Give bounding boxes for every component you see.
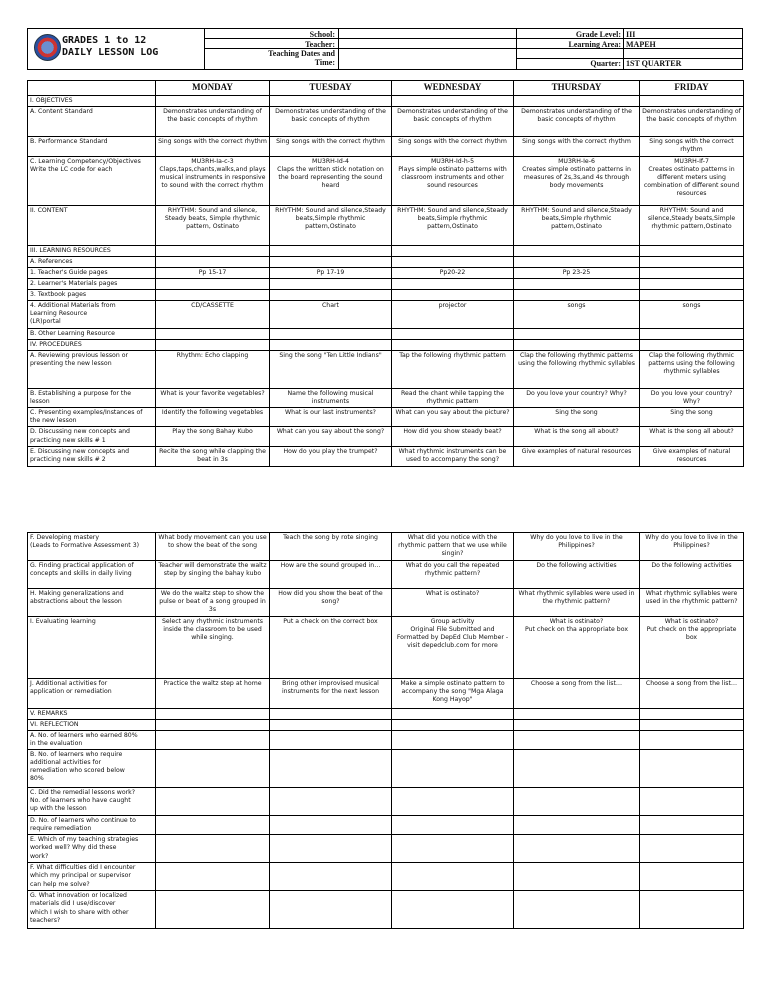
header-logo-cell [28,29,205,69]
day-cell: Put a check on the correct box [270,617,392,679]
day-cell: How did you show steady beat? [392,427,514,446]
day-cell [270,731,392,750]
row-label: II. CONTENT [28,205,156,245]
day-cell [514,731,640,750]
row-label: VI. REFLECTION [28,720,156,731]
day-cell [640,720,744,731]
table-row [28,731,744,750]
lesson-table-body [28,533,744,929]
day-header: TUESDAY [270,81,392,96]
table-row [28,106,744,136]
day-cell [392,709,514,720]
day-cell [640,788,744,816]
table-row [28,205,744,245]
day-cell: MU3RH-Id-h-5 Plays simple ostinato patterns with classroom instruments and other sound resources [392,156,514,205]
day-cell [270,750,392,788]
day-cell [514,816,640,835]
day-cell [392,256,514,267]
table-row [28,267,744,278]
day-cell [156,278,270,289]
lesson-table-page-2 [27,532,744,929]
day-cell: What is our last instruments? [270,408,392,427]
day-cell [156,290,270,301]
quarter-value: 1ST QUARTER [626,59,682,68]
row-label: E. Discussing new concepts and practicing new skills # 2 [28,446,156,466]
day-cell: Sing songs with the correct rhythm [392,136,514,156]
day-cell: What rhythmic instruments can be used to accompany the song? [392,446,514,466]
table-row [28,816,744,835]
day-cell [270,720,392,731]
day-cell: Clap the following rhythmic patterns using the following rhythmic syllables [640,351,744,389]
day-cell [640,731,744,750]
day-header: WEDNESDAY [392,81,514,96]
day-cell [514,329,640,340]
day-cell [514,863,640,891]
day-cell [640,816,744,835]
table-row [28,891,744,929]
day-cell [156,95,270,106]
day-cell [392,863,514,891]
day-cell [156,709,270,720]
day-cell [640,891,744,929]
header-title [62,35,158,59]
day-cell: What is ostinato? Put check on the appropriate box [640,617,744,679]
day-cell [156,256,270,267]
day-cell [514,340,640,351]
day-cell: Choose a song from the list… [514,679,640,709]
day-cell [156,863,270,891]
row-label: E. Which of my teaching strategies worked well? Why did these work? [28,835,156,863]
teacher-label: Teacher: [305,40,335,49]
day-cell: What is the song all about? [514,427,640,446]
day-cell: Play the song Bahay Kubo [156,427,270,446]
table-row [28,533,744,561]
day-cell: Rhythm: Echo clapping [156,351,270,389]
day-cell: Read the chant while tapping the rhythmic pattern [392,389,514,408]
day-cell: How do you play the trumpet? [270,446,392,466]
day-cell: Sing the song "Ten Little Indians" [270,351,392,389]
day-cell: What did you notice with the rhythmic pattern that we use while singin? [392,533,514,561]
day-cell [640,290,744,301]
day-cell [514,256,640,267]
day-cell: Demonstrates understanding of the basic concepts of rhythm [514,106,640,136]
day-cell: MU3RH-Ia-c-3 Claps,taps,chants,walks,and plays musical instruments in responsive to sound with the correct rhythm [156,156,270,205]
table-row [28,709,744,720]
day-cell: Teach the song by rote singing [270,533,392,561]
quarter-label: Quarter: [590,59,621,68]
lesson-table-page-1 [27,80,744,467]
row-label: C. Did the remedial lessons work? No. of learners who have caught up with the lesson [28,788,156,816]
day-cell [156,835,270,863]
day-cell: What is ostinato? Put check on tha appropriate box [514,617,640,679]
day-cell [270,245,392,256]
day-cell: RHYTHM: Sound and silence, Steady beats, Simple rhythmic pattern, Ostinato [156,205,270,245]
corner-cell [28,81,156,96]
day-cell [640,278,744,289]
day-cell: Sing songs with the correct rhythm [156,136,270,156]
day-cell: Make a simple ostinato pattern to accompany the song "Mga Alaga Kong Hayop" [392,679,514,709]
row-label: C. Presenting examples/Instances of the new lesson [28,408,156,427]
day-cell [270,340,392,351]
row-label: B. Other Learning Resource [28,329,156,340]
day-cell [514,720,640,731]
day-cell [156,750,270,788]
header-divider [623,29,624,69]
table-row [28,156,744,205]
day-cell: Chart [270,301,392,329]
day-cell: Do you love your country? Why? [514,389,640,408]
day-cell [392,816,514,835]
header-divider [516,29,517,69]
day-cell [640,750,744,788]
day-cell: Sing the song [514,408,640,427]
day-cell: Name the following musical instruments [270,389,392,408]
row-label: J. Additional activities for application or remediation [28,679,156,709]
day-cell [156,731,270,750]
day-cell: Pp 23-25 [514,267,640,278]
day-cell: Do the following activities [514,561,640,589]
day-cell: Recite the song while clapping the beat in 3s [156,446,270,466]
header-rule [204,48,742,49]
day-cell [156,816,270,835]
row-label: B. No. of learners who require additional activities for remediation who scored below 80% [28,750,156,788]
day-cell: Clap the following rhythmic patterns using the following rhythmic syllables [514,351,640,389]
row-label: D. No. of learners who continue to require remediation [28,816,156,835]
day-cell [514,891,640,929]
row-label: 2. Learner's Materials pages [28,278,156,289]
day-cell: What can you say about the song? [270,427,392,446]
day-cell: Choose a song from the list… [640,679,744,709]
day-cell: Sing songs with the correct rhythm [514,136,640,156]
day-cell: What can you say about the picture? [392,408,514,427]
title-line-1: GRADES 1 to 12 [62,35,147,46]
day-cell [270,863,392,891]
day-cell: Demonstrates understanding of the basic concepts of rhythm [156,106,270,136]
row-label: V. REMARKS [28,709,156,720]
day-cell: What do you call the repeated rhythmic pattern? [392,561,514,589]
row-label: D. Discussing new concepts and practicing new skills # 1 [28,427,156,446]
row-label: F. Developing mastery (Leads to Formative Assessment 3) [28,533,156,561]
day-cell: Select any rhythmic instruments inside the classroom to be used while singing. [156,617,270,679]
day-cell: songs [640,301,744,329]
day-cell: Practice the waltz step at home [156,679,270,709]
table-row [28,788,744,816]
day-cell: We do the waltz step to show the pulse or beat of a song grouped in 3s [156,589,270,617]
day-cell [392,891,514,929]
row-label: F. What difficulties did I encounter which my principal or supervisor can help me solve? [28,863,156,891]
row-label: III. LEARNING RESOURCES [28,245,156,256]
grade-level-value: III [626,30,636,39]
day-header: FRIDAY [640,81,744,96]
day-cell [640,835,744,863]
day-cell: What is the song all about? [640,427,744,446]
day-cell [392,835,514,863]
day-cell [392,290,514,301]
day-cell [640,267,744,278]
day-cell [514,278,640,289]
day-cell [156,245,270,256]
day-cell: What is your favorite vegetables? [156,389,270,408]
row-label: B. Performance Standard [28,136,156,156]
table-row [28,245,744,256]
table-row [28,95,744,106]
day-cell: RHYTHM: Sound and silence,Steady beats,Simple rhythmic pattern,Ostinato [514,205,640,245]
table-row [28,589,744,617]
day-cell [270,835,392,863]
day-cell [514,788,640,816]
title-line-2: DAILY LESSON LOG [62,47,159,58]
table-row [28,340,744,351]
day-cell: songs [514,301,640,329]
table-row [28,290,744,301]
learning-area-label: Learning Area: [568,40,621,49]
table-row [28,750,744,788]
deped-seal-icon [34,34,61,61]
table-row [28,408,744,427]
day-header-row [28,81,744,96]
table-row [28,446,744,466]
day-cell [392,340,514,351]
day-cell [640,863,744,891]
day-cell [514,750,640,788]
table-row [28,427,744,446]
day-cell: Pp 17-19 [270,267,392,278]
day-cell: RHYTHM: Sound and silence,Steady beats,Simple rhythmic pattern,Ostinato [270,205,392,245]
row-label: B. Establishing a purpose for the lesson [28,389,156,408]
table-row [28,561,744,589]
table-row [28,835,744,863]
day-cell: What body movement can you use to show the beat of the song [156,533,270,561]
day-cell [392,95,514,106]
table-row [28,720,744,731]
day-cell: Do the following activities [640,561,744,589]
day-cell: CD/CASSETTE [156,301,270,329]
day-cell [514,95,640,106]
day-cell: Group activity Original File Submitted and Formatted by DepEd Club Member - visit depedclub.com for more [392,617,514,679]
day-cell [640,329,744,340]
day-cell: Why do you love to live in the Philippines? [640,533,744,561]
day-cell: Pp 15-17 [156,267,270,278]
day-cell [514,835,640,863]
day-cell: MU3RH-Id-4 Claps the written stick notation on the board representing the sound heard [270,156,392,205]
table-row [28,136,744,156]
row-label: 4. Additional Materials from Learning Resource (LR)portal [28,301,156,329]
grade-level-label: Grade Level: [575,30,621,39]
day-cell: Teacher will demonstrate the waltz step by singing the bahay kubo [156,561,270,589]
row-label: 3. Textbook pages [28,290,156,301]
day-cell: Why do you love to live in the Philippines? [514,533,640,561]
day-cell [640,709,744,720]
day-cell [156,788,270,816]
day-cell [392,245,514,256]
day-cell: RHYTHM: Sound and silence,Steady beats,Simple rhythmic pattern,Ostinato [640,205,744,245]
day-cell: Demonstrates understanding of the basic concepts of rhythm [640,106,744,136]
header-rule [204,38,742,39]
day-cell [156,891,270,929]
day-cell [156,340,270,351]
header-divider [338,29,339,69]
table-row [28,679,744,709]
day-cell: Identify the following vegetables [156,408,270,427]
day-cell: Sing songs with the correct rhythm [270,136,392,156]
day-cell [392,788,514,816]
row-label: I. Evaluating learning [28,617,156,679]
table-row [28,351,744,389]
day-cell [270,290,392,301]
day-cell [392,720,514,731]
day-cell [392,731,514,750]
row-label: A. References [28,256,156,267]
day-cell [270,709,392,720]
day-cell: Sing the song [640,408,744,427]
row-label: I. OBJECTIVES [28,95,156,106]
header-rule [516,58,742,59]
lesson-table-body [28,95,744,466]
day-cell [640,256,744,267]
day-cell: What is ostinato? [392,589,514,617]
day-cell [270,329,392,340]
day-cell [514,245,640,256]
day-cell: How are the sound grouped in… [270,561,392,589]
day-cell: MU3RH-Ie-6 Creates simple ostinato patterns in measures of 2s,3s,and 4s through body movements [514,156,640,205]
day-cell [392,750,514,788]
day-cell [270,788,392,816]
row-label: A. No. of learners who earned 80% in the evaluation [28,731,156,750]
dates-label: Teaching Dates and Time: [268,49,335,67]
day-header: THURSDAY [514,81,640,96]
learning-area-value: MAPEH [626,40,656,49]
day-cell [640,340,744,351]
day-cell: What rhythmic syllables were used in the rhythmic pattern? [514,589,640,617]
day-cell: How did you show the beat of the song? [270,589,392,617]
table-row [28,329,744,340]
day-cell [640,95,744,106]
row-label: IV. PROCEDURES [28,340,156,351]
row-label: 1. Teacher's Guide pages [28,267,156,278]
day-cell: MU3RH-If-7 Creates ostinato patterns in different meters using combination of different sound resources [640,156,744,205]
day-cell: Bring other improvised musical instruments for the next lesson [270,679,392,709]
day-cell [270,95,392,106]
day-cell: Do you love your country? Why? [640,389,744,408]
day-cell: Demonstrates understanding of the basic concepts of rhythm [392,106,514,136]
day-cell: Demonstrates understanding of the basic concepts of rhythm [270,106,392,136]
row-label: G. Finding practical application of concepts and skills in daily living [28,561,156,589]
table-row [28,389,744,408]
day-cell: Tap the following rhythmic pattern [392,351,514,389]
day-cell: Give examples of natural resources [514,446,640,466]
row-label: A. Reviewing previous lesson or presenting the new lesson [28,351,156,389]
day-cell: Give examples of natural resources [640,446,744,466]
day-cell [156,329,270,340]
day-cell [392,329,514,340]
table-row [28,863,744,891]
day-cell: What rhythmic syllables were used in the rhythmic pattern? [640,589,744,617]
day-cell [514,709,640,720]
day-cell: RHYTHM: Sound and silence,Steady beats,Simple rhythmic pattern,Ostinato [392,205,514,245]
day-cell: Sing songs with the correct rhythm [640,136,744,156]
row-label: H. Making generalizations and abstractions about the lesson [28,589,156,617]
table-row [28,278,744,289]
row-label: C. Learning Competency/Objectives Write the LC code for each [28,156,156,205]
day-cell [270,278,392,289]
day-cell [270,256,392,267]
row-label: A. Content Standard [28,106,156,136]
day-cell [270,891,392,929]
lesson-log-header [27,28,743,70]
day-cell: Pp20-22 [392,267,514,278]
day-cell [640,245,744,256]
day-header: MONDAY [156,81,270,96]
table-row [28,256,744,267]
day-cell [270,816,392,835]
day-cell [156,720,270,731]
day-cell [514,290,640,301]
table-row [28,301,744,329]
day-cell: projector [392,301,514,329]
school-label: School: [309,30,335,39]
row-label: G. What innovation or localized materials did I use/discover which I wish to share with other teachers? [28,891,156,929]
table-row [28,617,744,679]
day-cell [392,278,514,289]
